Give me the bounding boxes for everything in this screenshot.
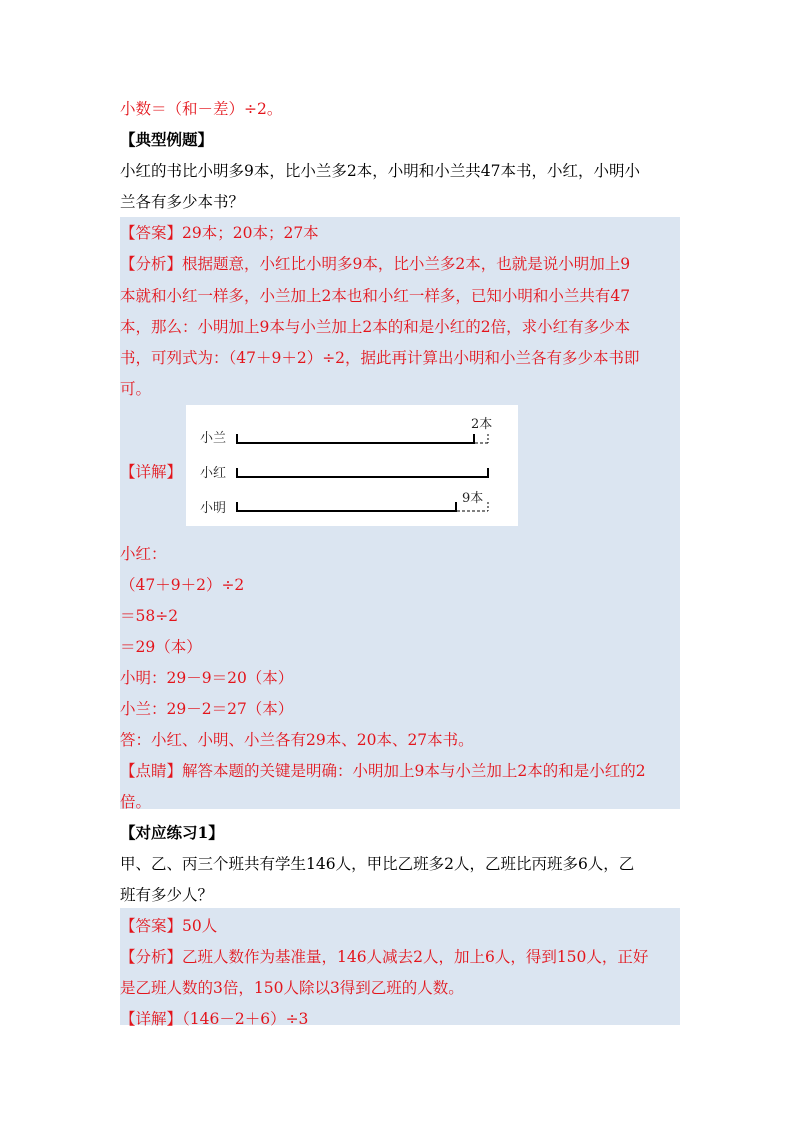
solution-line-1: 小红： [120,545,167,563]
practice-detail-text: （146－2＋6）÷3 [182,1010,309,1028]
practice-answer-text: 50人 [182,917,218,935]
example-analysis-line-5: 可。 [120,380,152,398]
solution-line-3: ＝58÷2 [120,607,179,625]
practice-analysis-line-1 [120,947,680,967]
example-analysis-line-3: 本，那么：小明加上9本与小兰加上2本的和是小红的2倍，求小红有多少本 [120,318,631,336]
formula-line: 小数＝（和－差）÷2。 [120,100,283,118]
practice-answer-tag: 【答案】 [120,917,183,935]
diagram-label-hong: 小红 [200,466,227,481]
solution-line-4: ＝29（本） [120,638,202,656]
example-question-line-1: 小红的书比小明多9本，比小兰多2本，小明和小兰共47本书，小红，小明小 [120,162,640,180]
example-detail-tag: 【详解】 [120,463,183,481]
practice-analysis-tag: 【分析】 [120,948,183,966]
example-analysis-line-4: 书，可列式为：（47＋9＋2）÷2，据此再计算出小明和小兰各有多少本书即 [120,349,640,367]
diagram-label-ming: 小明 [200,501,227,516]
practice-answer [120,916,680,936]
answer-text: 29本；20本；27本 [182,224,319,242]
example-point-line-2: 倍。 [120,793,152,811]
point-tag: 【点睛】 [120,762,183,780]
example-heading: 【典型例题】 [120,130,214,149]
solution-line-7: 答：小红、小明、小兰各有29本、20本、27本书。 [120,731,474,749]
practice-detail-tag: 【详解】 [120,1010,183,1028]
example-question-line-2: 兰各有多少本书？ [120,193,245,211]
analysis-tag: 【分析】 [120,255,183,273]
point-text: 解答本题的关键是明确：小明加上9本与小兰加上2本的和是小红的2 [182,762,646,780]
diagram-extra-ming: 9本 [462,491,484,506]
example-analysis-line-1 [120,254,680,274]
practice-heading: 【对应练习1】 [120,823,224,842]
example-answer [120,223,680,243]
solution-line-5: 小明：29－9＝20（本） [120,669,294,687]
diagram-svg [186,405,518,526]
diagram-extra-lan: 2本 [471,417,493,432]
practice-analysis-line-2: 是乙班人数的3倍，150人除以3得到乙班的人数。 [120,979,464,997]
practice-question-line-2: 班有多少人？ [120,886,214,904]
solution-line-6: 小兰：29－2＝27（本） [120,700,294,718]
practice-question-line-1: 甲、乙、丙三个班共有学生146人，甲比乙班多2人，乙班比丙班多6人，乙 [120,855,635,873]
analysis-text: 根据题意，小红比小明多9本，比小兰多2本，也就是说小明加上9 [182,255,631,273]
answer-tag: 【答案】 [120,224,183,242]
solution-line-2: （47＋9＋2）÷2 [120,576,245,594]
practice-detail [120,1009,680,1029]
example-point-line-1 [120,761,680,781]
line-segment-diagram [186,405,518,526]
example-analysis-line-2: 本就和小红一样多，小兰加上2本也和小红一样多，已知小明和小兰共有47 [120,287,631,305]
diagram-label-lan: 小兰 [200,431,227,446]
practice-analysis-text: 乙班人数作为基准量，146人减去2人，加上6人，得到150人，正好 [182,948,649,966]
